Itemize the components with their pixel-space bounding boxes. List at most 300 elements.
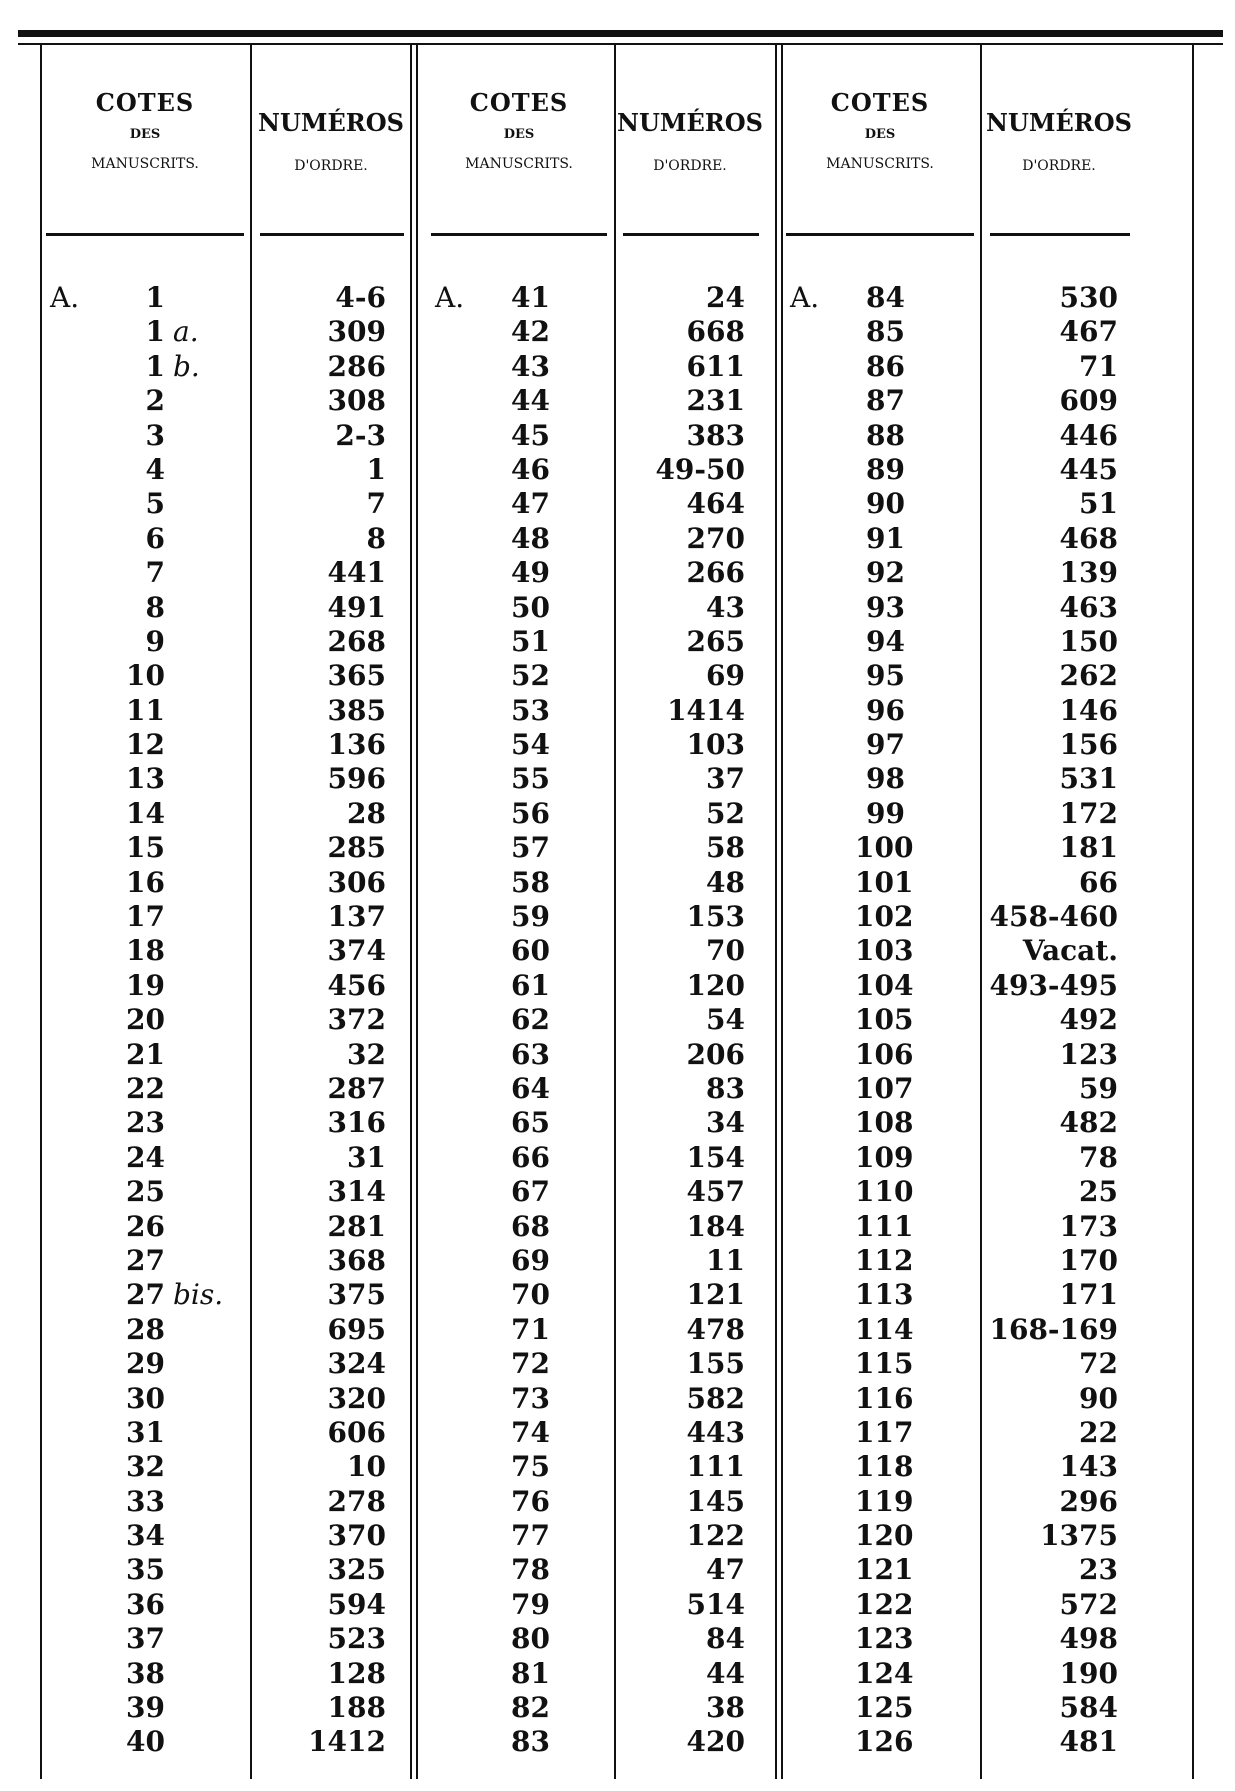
cote-number: 62 <box>511 1003 550 1037</box>
cote-number: 98 <box>866 762 905 796</box>
numero-cell: 482 <box>1059 1106 1118 1140</box>
numero-cell: 468 <box>1059 521 1118 555</box>
cote-cell <box>855 1140 914 1175</box>
table-row <box>40 591 1194 625</box>
cote-number: 94 <box>866 624 905 658</box>
cote-number: 18 <box>126 934 165 968</box>
numero-cell: 491 <box>327 590 386 624</box>
cote-number: 81 <box>511 1656 550 1690</box>
cote-suffix: a. <box>173 315 199 349</box>
table-row <box>40 934 1194 968</box>
cote-cell <box>855 591 905 625</box>
cote-number: 124 <box>855 1656 914 1690</box>
numero-cell: 181 <box>1059 831 1118 865</box>
cote-number: 114 <box>855 1312 914 1346</box>
numero-cell: 481 <box>1059 1725 1118 1759</box>
cote-number: 122 <box>855 1587 914 1621</box>
numero-cell: 1414 <box>667 693 745 727</box>
table-row <box>40 1175 1194 1209</box>
numero-cell: 121 <box>686 1278 745 1312</box>
numero-cell: 383 <box>686 418 745 452</box>
cote-number: 56 <box>511 796 550 830</box>
numero-cell: 420 <box>686 1725 745 1759</box>
numero-cell: 458-460 <box>989 900 1118 934</box>
header-numeros-line: D'ORDRE. <box>1022 158 1096 174</box>
cote-number: 36 <box>126 1587 165 1621</box>
cote-number: 107 <box>855 1071 914 1105</box>
cote-number: 11 <box>126 693 165 727</box>
numero-cell: 58 <box>706 831 745 865</box>
numero-cell: 37 <box>706 762 745 796</box>
table-row <box>40 1278 1194 1312</box>
cote-cell <box>855 1587 914 1622</box>
cote-number: 72 <box>511 1347 550 1381</box>
header-cotes <box>40 85 250 179</box>
cote-cell <box>855 1381 914 1416</box>
numero-cell: 155 <box>686 1347 745 1381</box>
cote-number: 100 <box>855 831 914 865</box>
cote-number: 99 <box>866 796 905 830</box>
cote-number: 24 <box>126 1140 165 1174</box>
table-row <box>40 556 1194 590</box>
numero-cell: 441 <box>327 556 386 590</box>
cote-number: 5 <box>145 487 165 521</box>
cote-number: 1 <box>145 315 165 349</box>
numero-cell: 43 <box>706 590 745 624</box>
numero-cell: 372 <box>327 1003 386 1037</box>
cote-number: 3 <box>145 418 165 452</box>
cote-number: 119 <box>855 1484 914 1518</box>
cote-number: 103 <box>855 934 914 968</box>
cote-number: 35 <box>126 1553 165 1587</box>
header-cotes-line: COTES <box>95 88 195 117</box>
cote-cell <box>855 968 914 1003</box>
numero-cell: 316 <box>327 1106 386 1140</box>
cote-number: 42 <box>511 315 550 349</box>
table-row <box>40 1485 1194 1519</box>
cote-prefix: A. <box>50 281 80 314</box>
table-row <box>40 1210 1194 1244</box>
cote-number: 106 <box>855 1037 914 1071</box>
header-cotes-line: COTES <box>469 88 569 117</box>
numero-cell: 188 <box>327 1691 386 1725</box>
cote-number: 93 <box>866 590 905 624</box>
numero-cell: 308 <box>327 384 386 418</box>
numero-cell: 467 <box>1059 315 1118 349</box>
numero-cell: 285 <box>327 831 386 865</box>
numero-cell: 168-169 <box>989 1312 1118 1346</box>
cote-number: 117 <box>855 1415 914 1449</box>
cote-number: 83 <box>511 1725 550 1759</box>
cote-number: 50 <box>511 590 550 624</box>
cote-cell <box>855 659 905 693</box>
numero-cell: 24 <box>706 281 745 314</box>
numero-cell: 606 <box>327 1415 386 1449</box>
table-row <box>40 1519 1194 1553</box>
cote-number: 28 <box>126 1312 165 1346</box>
cote-cell <box>855 1347 914 1381</box>
numero-cell: 286 <box>327 349 386 383</box>
cote-number: 25 <box>126 1175 165 1209</box>
table-row <box>40 1003 1194 1037</box>
numero-cell: 270 <box>686 521 745 555</box>
header-rule <box>786 233 974 236</box>
table-row <box>40 1141 1194 1175</box>
numero-cell: 443 <box>686 1415 745 1449</box>
cote-number: 16 <box>126 865 165 899</box>
numero-cell: 146 <box>1059 693 1118 727</box>
cote-number: 45 <box>511 418 550 452</box>
cote-number: 118 <box>855 1450 914 1484</box>
numero-cell: 4-6 <box>335 281 386 314</box>
numero-cell: 69 <box>706 659 745 693</box>
cote-number: 89 <box>866 452 905 486</box>
header-rule <box>623 233 759 236</box>
numero-cell: 611 <box>686 349 745 383</box>
table-row <box>40 1725 1194 1759</box>
cote-number: 49 <box>511 556 550 590</box>
cote-number: 115 <box>855 1347 914 1381</box>
numero-cell: 582 <box>686 1381 745 1415</box>
header-rule <box>46 233 244 236</box>
cote-number: 47 <box>511 487 550 521</box>
cote-number: 59 <box>511 900 550 934</box>
numero-cell: 609 <box>1059 384 1118 418</box>
numero-cell: 90 <box>1079 1381 1118 1415</box>
cote-number: 9 <box>145 624 165 658</box>
cote-number: 17 <box>126 900 165 934</box>
table-row <box>40 419 1194 453</box>
numero-cell: 463 <box>1059 590 1118 624</box>
cote-number: 14 <box>126 796 165 830</box>
numero-cell: 171 <box>1059 1278 1118 1312</box>
cote-number: 88 <box>866 418 905 452</box>
cote-number: 27 <box>126 1278 165 1312</box>
numero-cell: 309 <box>327 315 386 349</box>
numero-cell: 514 <box>686 1587 745 1621</box>
table-row <box>40 831 1194 865</box>
cote-cell <box>855 1484 914 1519</box>
numero-cell: 325 <box>327 1553 386 1587</box>
cote-cell <box>855 831 914 865</box>
numero-cell: 1375 <box>1040 1519 1118 1553</box>
cote-number: 68 <box>511 1209 550 1243</box>
cote-number: 19 <box>126 968 165 1002</box>
numero-cell: 368 <box>327 1243 386 1277</box>
header-rule <box>260 233 404 236</box>
numero-cell: 668 <box>686 315 745 349</box>
numero-cell: 154 <box>686 1140 745 1174</box>
cote-cell <box>855 1243 914 1278</box>
numero-cell: 206 <box>686 1037 745 1071</box>
numero-cell: 128 <box>327 1656 386 1690</box>
header-numeros-line: D'ORDRE. <box>294 158 368 174</box>
numero-cell: 281 <box>327 1209 386 1243</box>
cote-number: 116 <box>855 1381 914 1415</box>
table-row <box>40 797 1194 831</box>
header-numeros-line: NUMÉROS <box>617 108 763 137</box>
cote-number: 91 <box>866 521 905 555</box>
header-cotes-line: COTES <box>830 88 930 117</box>
table-row <box>40 728 1194 762</box>
numero-cell: 49-50 <box>655 452 745 486</box>
numero-cell: 268 <box>327 624 386 658</box>
numero-cell: 25 <box>1079 1175 1118 1209</box>
numero-cell: 596 <box>327 762 386 796</box>
cote-number: 101 <box>855 865 914 899</box>
header-cotes-line: DES <box>129 127 161 142</box>
table-row <box>40 900 1194 934</box>
table-row <box>40 659 1194 693</box>
cote-prefix: A. <box>435 281 465 314</box>
cote-number: 112 <box>855 1243 914 1277</box>
cote-cell <box>855 1003 914 1037</box>
cote-cell <box>855 1037 914 1072</box>
numero-cell: 173 <box>1059 1209 1118 1243</box>
cote-number: 96 <box>866 693 905 727</box>
numero-cell: 695 <box>327 1312 386 1346</box>
cote-number: 20 <box>126 1003 165 1037</box>
cote-cell <box>855 350 905 384</box>
cote-cell <box>855 934 914 968</box>
numero-cell: 31 <box>347 1140 386 1174</box>
cote-number: 125 <box>855 1691 914 1725</box>
numero-cell: 44 <box>706 1656 745 1690</box>
cote-number: 121 <box>855 1553 914 1587</box>
cote-number: 29 <box>126 1347 165 1381</box>
cote-cell <box>855 1553 914 1587</box>
cote-number: 21 <box>126 1037 165 1071</box>
numero-cell: 72 <box>1079 1347 1118 1381</box>
header-cotes-line: MANUSCRITS. <box>826 156 934 172</box>
cote-cell <box>855 556 905 590</box>
cote-cell <box>855 694 905 728</box>
cote-cell <box>855 1106 914 1140</box>
numero-cell: 190 <box>1059 1656 1118 1690</box>
numero-cell: 150 <box>1059 624 1118 658</box>
numero-cell: 59 <box>1079 1071 1118 1105</box>
table-row <box>40 281 1194 315</box>
cote-number: 1 <box>145 349 165 383</box>
table-row <box>40 1657 1194 1691</box>
numero-cell: 47 <box>706 1553 745 1587</box>
cote-number: 87 <box>866 384 905 418</box>
table-row <box>40 1416 1194 1450</box>
numero-cell: 1412 <box>308 1725 386 1759</box>
numero-cell: 170 <box>1059 1243 1118 1277</box>
cote-cell <box>855 384 905 418</box>
cote-cell <box>855 1415 914 1450</box>
cote-number: 46 <box>511 452 550 486</box>
cote-number: 22 <box>126 1071 165 1105</box>
numero-cell: 296 <box>1059 1484 1118 1518</box>
cote-number: 43 <box>511 349 550 383</box>
cote-number: 15 <box>126 831 165 865</box>
cote-cell <box>855 1622 914 1656</box>
cote-number: 71 <box>511 1312 550 1346</box>
header-numeros <box>252 85 410 191</box>
numero-cell: 584 <box>1059 1691 1118 1725</box>
cote-number: 8 <box>145 590 165 624</box>
numero-cell: 370 <box>327 1519 386 1553</box>
cote-number: 2 <box>145 384 165 418</box>
numero-cell: 172 <box>1059 796 1118 830</box>
numero-cell: 457 <box>686 1175 745 1209</box>
table-row <box>40 1622 1194 1656</box>
cote-number: 64 <box>511 1071 550 1105</box>
cote-cell <box>855 762 905 796</box>
header-cotes-line: MANUSCRITS. <box>465 156 573 172</box>
cote-number: 73 <box>511 1381 550 1415</box>
cote-number: 104 <box>855 968 914 1002</box>
cote-number: 10 <box>126 659 165 693</box>
cote-number: 40 <box>126 1725 165 1759</box>
numero-cell: 84 <box>706 1622 745 1656</box>
cote-number: 54 <box>511 728 550 762</box>
cote-number: 38 <box>126 1656 165 1690</box>
cote-number: 37 <box>126 1622 165 1656</box>
cote-cell <box>855 1691 914 1725</box>
cote-number: 105 <box>855 1003 914 1037</box>
header-cotes <box>780 85 980 179</box>
numero-cell: 34 <box>706 1106 745 1140</box>
cote-number: 30 <box>126 1381 165 1415</box>
cote-number: 13 <box>126 762 165 796</box>
numero-cell: 139 <box>1059 556 1118 590</box>
cote-cell <box>855 797 905 831</box>
cote-number: 23 <box>126 1106 165 1140</box>
numero-cell: 120 <box>686 968 745 1002</box>
numero-cell: 184 <box>686 1209 745 1243</box>
numero-cell: 445 <box>1059 452 1118 486</box>
numero-cell: 1 <box>366 452 386 486</box>
header-rule <box>990 233 1130 236</box>
cote-number: 113 <box>855 1278 914 1312</box>
table-row <box>40 1038 1194 1072</box>
cote-cell <box>855 281 905 315</box>
cote-number: 65 <box>511 1106 550 1140</box>
cote-number: 41 <box>511 281 550 314</box>
cote-number: 1 <box>145 281 165 314</box>
cote-number: 70 <box>511 1278 550 1312</box>
table-row <box>40 1106 1194 1140</box>
table-row <box>40 1588 1194 1622</box>
cote-number: 60 <box>511 934 550 968</box>
cote-number: 92 <box>866 556 905 590</box>
numero-cell: 594 <box>327 1587 386 1621</box>
numero-cell: 375 <box>327 1278 386 1312</box>
numero-cell: 54 <box>706 1003 745 1037</box>
table-row <box>40 315 1194 349</box>
table-row <box>40 1691 1194 1725</box>
cote-suffix: bis. <box>173 1278 224 1312</box>
cote-number: 120 <box>855 1519 914 1553</box>
cote-cell <box>855 1071 914 1106</box>
cote-number: 126 <box>855 1725 914 1759</box>
table-row <box>40 384 1194 418</box>
numero-cell: 262 <box>1059 659 1118 693</box>
cote-number: 34 <box>126 1519 165 1553</box>
cote-number: 55 <box>511 762 550 796</box>
numero-cell: 71 <box>1079 349 1118 383</box>
header-numeros-line: D'ORDRE. <box>653 158 727 174</box>
header-rule <box>431 233 607 236</box>
numero-cell: 23 <box>1079 1553 1118 1587</box>
table-row <box>40 694 1194 728</box>
cote-number: 31 <box>126 1415 165 1449</box>
numero-cell: 231 <box>686 384 745 418</box>
header-cotes-line: DES <box>503 127 535 142</box>
cote-number: 58 <box>511 865 550 899</box>
header-numeros-line: NUMÉROS <box>986 108 1132 137</box>
numero-cell: 7 <box>366 487 386 521</box>
cote-number: 74 <box>511 1415 550 1449</box>
numero-cell: 493-495 <box>989 968 1118 1002</box>
cote-cell <box>855 522 905 556</box>
numero-cell: 48 <box>706 865 745 899</box>
table-row <box>40 453 1194 487</box>
cote-number: 32 <box>126 1450 165 1484</box>
numero-cell: 145 <box>686 1484 745 1518</box>
cote-number: 48 <box>511 521 550 555</box>
numero-cell: 66 <box>1079 865 1118 899</box>
numero-cell: 478 <box>686 1312 745 1346</box>
cote-cell <box>855 865 914 900</box>
numero-cell: 265 <box>686 624 745 658</box>
numero-cell: 374 <box>327 934 386 968</box>
table-row <box>40 1553 1194 1587</box>
numero-cell: 83 <box>706 1071 745 1105</box>
numero-cell: 266 <box>686 556 745 590</box>
header-numeros <box>982 85 1136 191</box>
cote-number: 39 <box>126 1691 165 1725</box>
numero-cell: 456 <box>327 968 386 1002</box>
numero-cell: 51 <box>1079 487 1118 521</box>
cote-number: 7 <box>145 556 165 590</box>
numero-cell: 70 <box>706 934 745 968</box>
cote-cell <box>855 1175 914 1209</box>
table-row <box>40 522 1194 556</box>
numero-cell: 38 <box>706 1691 745 1725</box>
numero-cell: 10 <box>347 1450 386 1484</box>
cote-number: 108 <box>855 1106 914 1140</box>
cote-number: 84 <box>866 281 905 314</box>
cote-number: 52 <box>511 659 550 693</box>
numero-cell: 143 <box>1059 1450 1118 1484</box>
numero-cell: 278 <box>327 1484 386 1518</box>
table-row <box>40 866 1194 900</box>
numero-cell: 498 <box>1059 1622 1118 1656</box>
numero-cell: 2-3 <box>335 418 386 452</box>
table-row <box>40 350 1194 384</box>
numero-cell: Vacat. <box>1022 934 1118 968</box>
cote-number: 75 <box>511 1450 550 1484</box>
cote-cell <box>855 1278 914 1312</box>
numero-cell: 446 <box>1059 418 1118 452</box>
cote-number: 110 <box>855 1175 914 1209</box>
cote-number: 109 <box>855 1140 914 1174</box>
numero-cell: 385 <box>327 693 386 727</box>
numero-cell: 523 <box>327 1622 386 1656</box>
cote-cell <box>855 1450 914 1484</box>
cote-number: 78 <box>511 1553 550 1587</box>
cote-number: 51 <box>511 624 550 658</box>
cote-number: 82 <box>511 1691 550 1725</box>
numero-cell: 32 <box>347 1037 386 1071</box>
cote-cell <box>855 625 905 659</box>
cote-number: 67 <box>511 1175 550 1209</box>
cote-number: 111 <box>855 1209 914 1243</box>
